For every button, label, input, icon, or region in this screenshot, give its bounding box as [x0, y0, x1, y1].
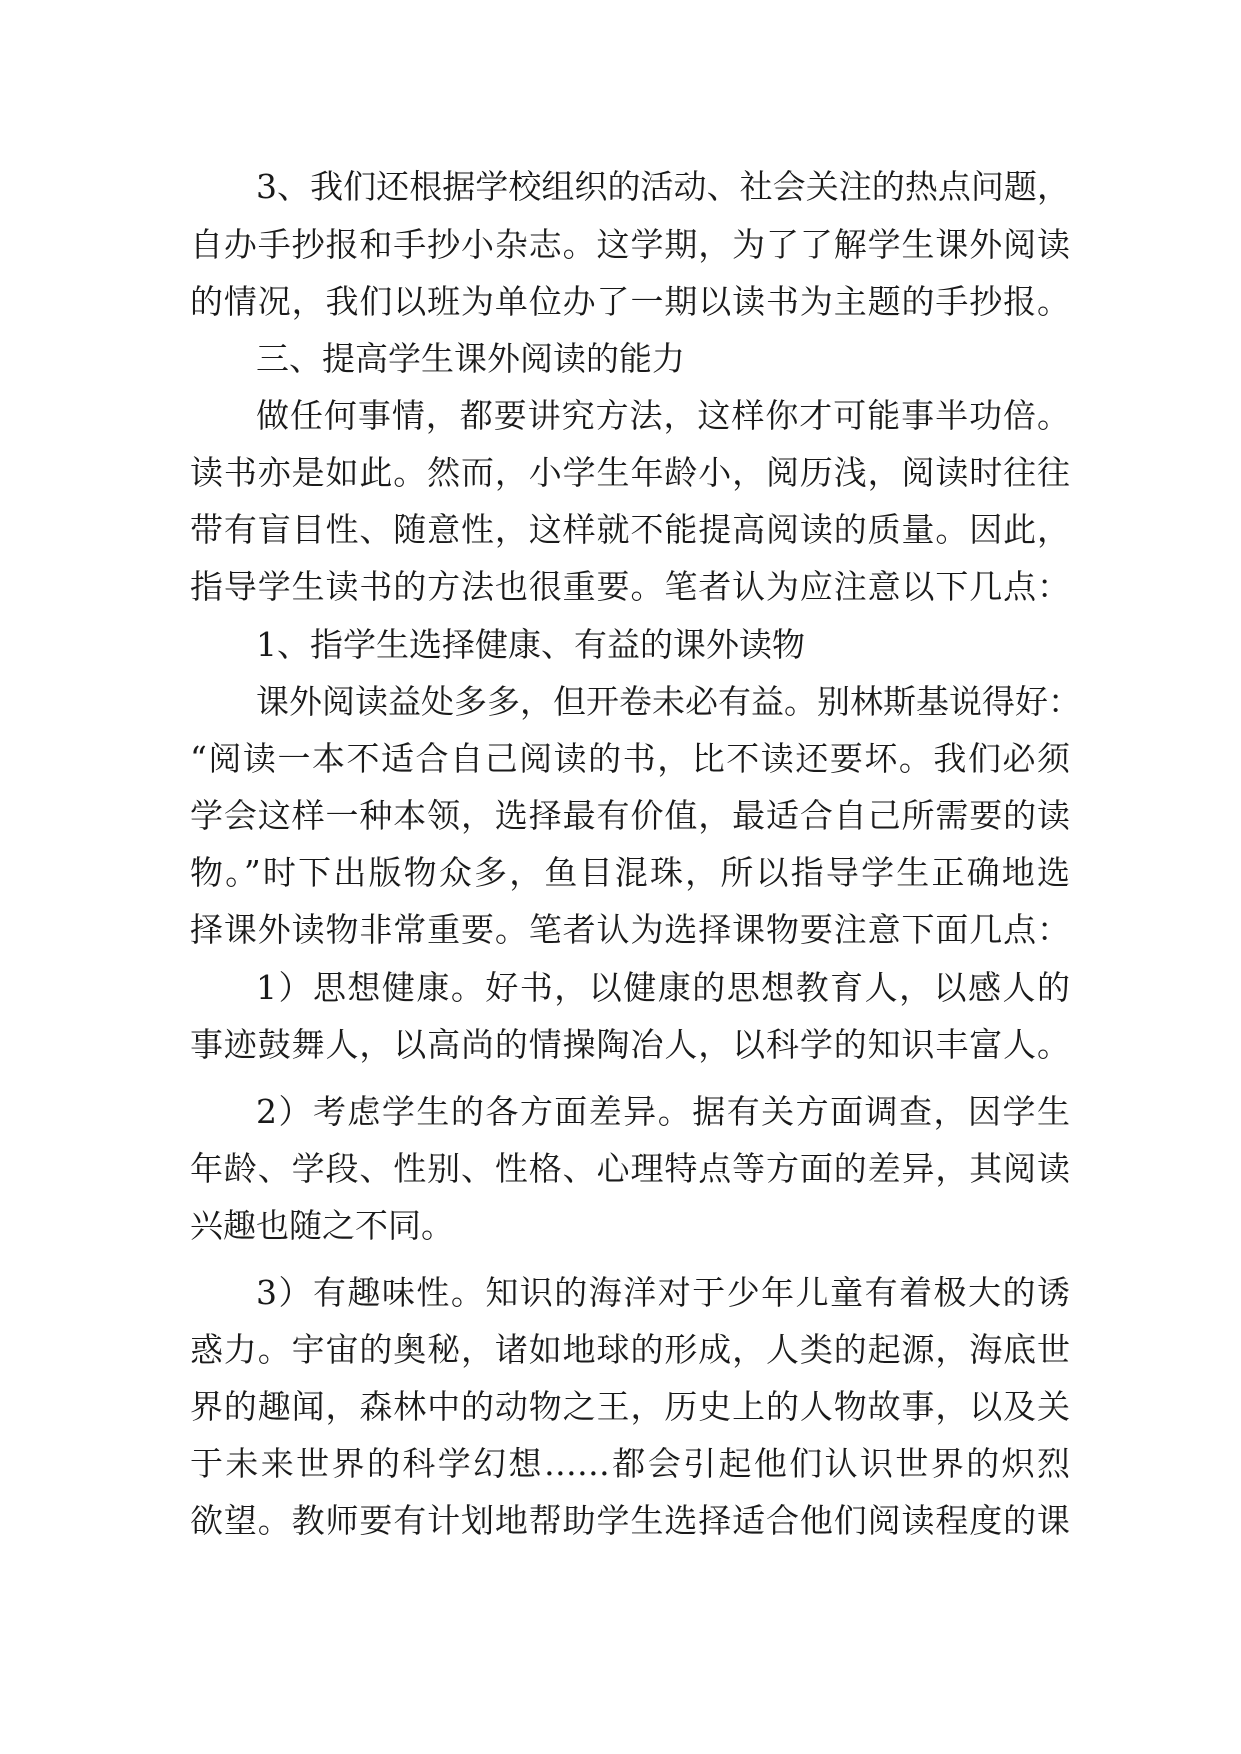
paragraph-line: 兴趣也随之不同。 [190, 1206, 454, 1245]
paragraph-line: 指导学生读书的方法也很重要。笔者认为应注意以下几点： [190, 567, 1070, 606]
subsection-heading: 1、指学生选择健康、有益的课外读物 [256, 625, 805, 664]
paragraph-line: 界的趣闻，森林中的动物之王，历史上的人物故事，以及关 [190, 1387, 1070, 1426]
paragraph-line: 3、我们还根据学校组织的活动、社会关注的热点问题， [256, 167, 1070, 206]
paragraph-line: 的情况，我们以班为单位办了一期以读书为主题的手抄报。 [190, 282, 1070, 321]
section-heading: 三、提高学生课外阅读的能力 [256, 339, 685, 378]
paragraph-line: 课外阅读益处多多，但开卷未必有益。别林斯基说得好： [256, 682, 1081, 721]
paragraph-line: 学会这样一种本领，选择最有价值，最适合自己所需要的读 [190, 796, 1070, 835]
paragraph-line: 事迹鼓舞人，以高尚的情操陶冶人，以科学的知识丰富人。 [190, 1025, 1070, 1064]
paragraph-line: 自办手抄报和手抄小杂志。这学期，为了了解学生课外阅读 [190, 225, 1070, 264]
paragraph-line: 带有盲目性、随意性，这样就不能提高阅读的质量。因此， [190, 510, 1070, 549]
paragraph-line: “阅读一本不适合自己阅读的书，比不读还要坏。我们必须 [190, 739, 1070, 778]
paragraph-line: 做任何事情，都要讲究方法，这样你才可能事半功倍。 [256, 396, 1070, 435]
paragraph-line: 于未来世界的科学幻想……都会引起他们认识世界的炽烈 [190, 1444, 1070, 1483]
paragraph-line: 物。”时下出版物众多，鱼目混珠，所以指导学生正确地选 [190, 853, 1070, 892]
paragraph-line: 1）思想健康。好书，以健康的思想教育人，以感人的 [256, 968, 1070, 1007]
paragraph-line: 年龄、学段、性别、性格、心理特点等方面的差异，其阅读 [190, 1149, 1070, 1188]
paragraph-line: 3）有趣味性。知识的海洋对于少年儿童有着极大的诱 [256, 1273, 1070, 1312]
paragraph-line: 择课外读物非常重要。笔者认为选择课物要注意下面几点： [190, 910, 1070, 949]
paragraph-line: 欲望。教师要有计划地帮助学生选择适合他们阅读程度的课 [190, 1501, 1070, 1540]
paragraph-line: 读书亦是如此。然而，小学生年龄小，阅历浅，阅读时往往 [190, 453, 1070, 492]
paragraph-line: 2）考虑学生的各方面差异。据有关方面调查，因学生 [256, 1092, 1070, 1131]
paragraph-line: 惑力。宇宙的奥秘，诸如地球的形成，人类的起源，海底世 [190, 1330, 1070, 1369]
